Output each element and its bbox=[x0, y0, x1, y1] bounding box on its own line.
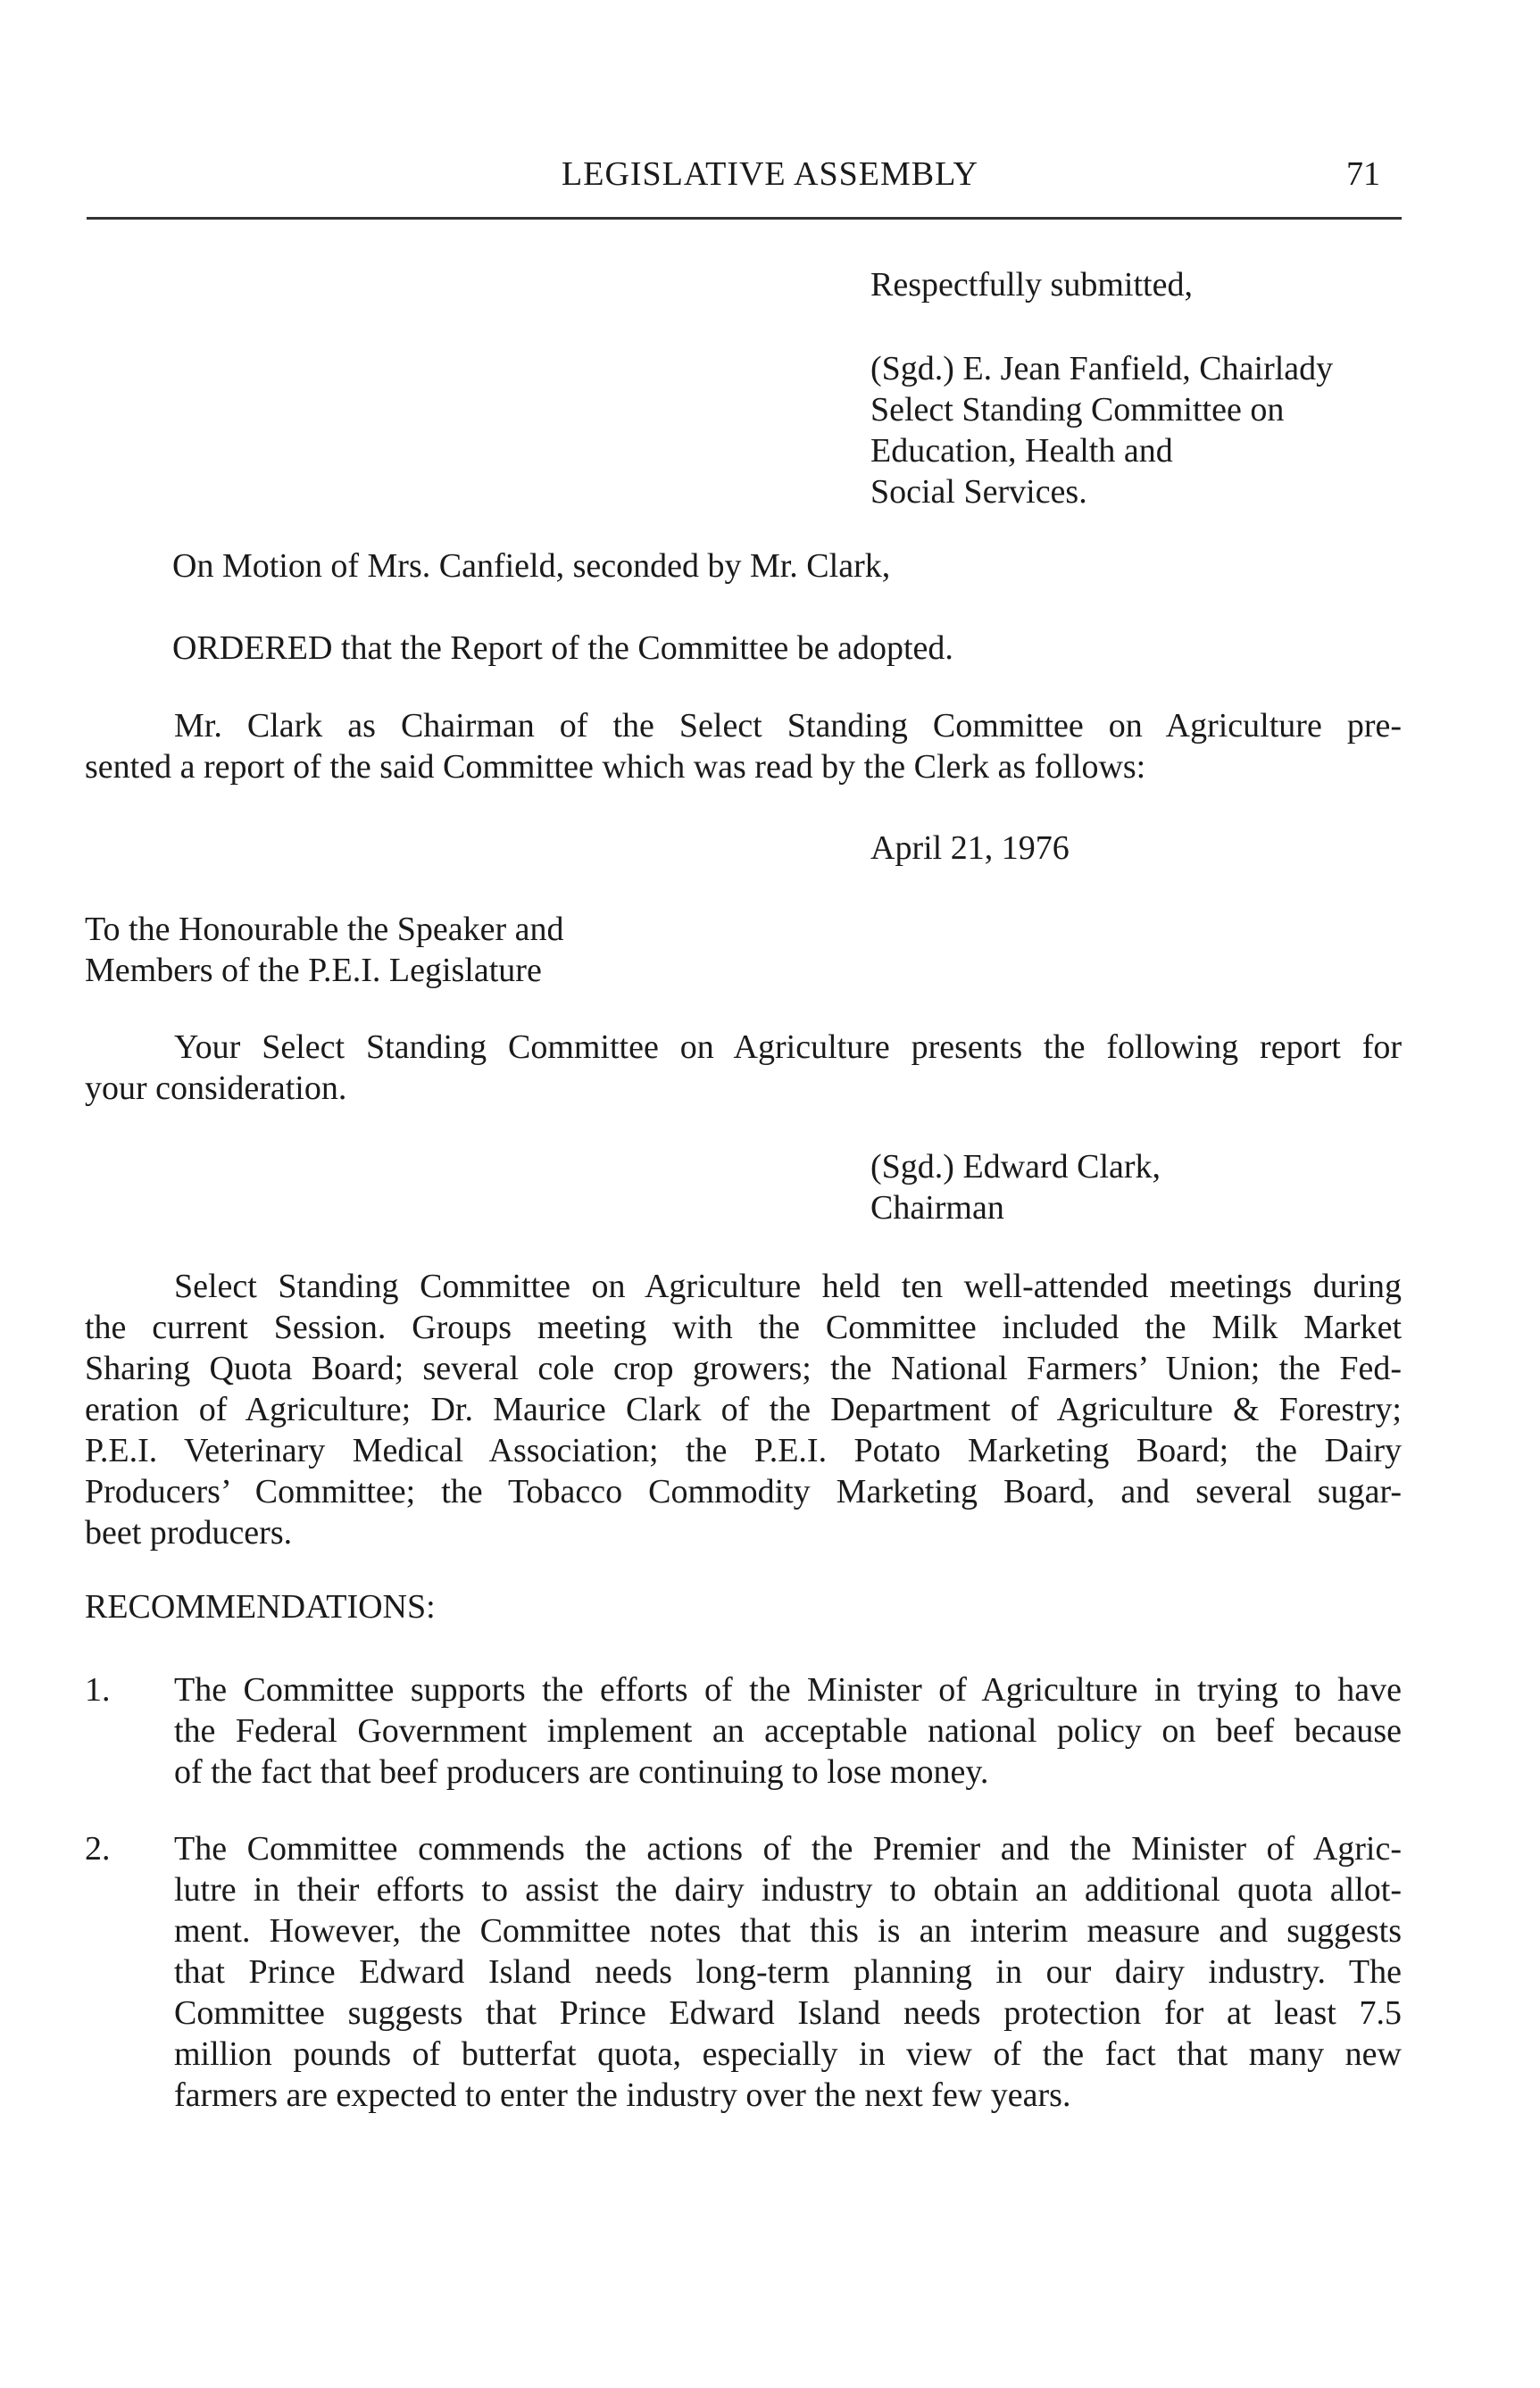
ordered-text: ORDERED that the Report of the Committee be adopted. bbox=[172, 629, 953, 667]
recommendation-body bbox=[174, 1669, 1402, 1793]
recommendations-heading: RECOMMENDATIONS: bbox=[85, 1588, 436, 1626]
closing-respectfully-submitted: Respectfully submitted, bbox=[870, 266, 1193, 304]
header-rule bbox=[87, 217, 1402, 220]
summary-line: beet producers. bbox=[85, 1514, 293, 1552]
recommendation-line: the Federal Government implement an acceptable national policy on beef because bbox=[174, 1712, 1402, 1750]
signature-clark-title: Chairman bbox=[870, 1189, 1004, 1227]
recommendation-body bbox=[174, 1828, 1402, 2116]
running-header-title: LEGISLATIVE ASSEMBLY bbox=[562, 155, 978, 193]
committee-name-line-1: Select Standing Committee on bbox=[870, 391, 1285, 429]
intro-line: Your Select Standing Committee on Agriculture presents the following report for bbox=[174, 1028, 1402, 1066]
recommendation-line: of the fact that beef producers are continuing to lose money. bbox=[174, 1753, 989, 1791]
recommendation-line: ment. However, the Committee notes that this is an interim measure and suggests bbox=[174, 1912, 1402, 1950]
summary-line: Producers’ Committee; the Tobacco Commodity Marketing Board, and several sugar- bbox=[85, 1473, 1402, 1510]
summary-line: P.E.I. Veterinary Medical Association; the P.E.I. Potato Marketing Board; the Dairy bbox=[85, 1432, 1402, 1469]
recommendation-line: The Committee supports the efforts of the Minister of Agriculture in trying to have bbox=[174, 1671, 1402, 1709]
recommendation-line: Committee suggests that Prince Edward Island needs protection for at least 7.5 bbox=[174, 1994, 1402, 2032]
committee-name-line-2: Education, Health and bbox=[870, 432, 1173, 470]
summary-line: Sharing Quota Board; several cole crop growers; the National Farmers’ Union; the Fed- bbox=[85, 1350, 1402, 1387]
presentation-line: sented a report of the said Committee which was read by the Clerk as follows: bbox=[85, 748, 1146, 786]
motion-text: On Motion of Mrs. Canfield, seconded by Mr. Clark, bbox=[172, 547, 891, 585]
signature-fanfield: (Sgd.) E. Jean Fanfield, Chairlady bbox=[870, 350, 1334, 387]
intro-line: your consideration. bbox=[85, 1069, 347, 1107]
recommendation-number: 2. bbox=[85, 1830, 111, 1868]
signature-clark: (Sgd.) Edward Clark, bbox=[870, 1148, 1161, 1186]
recommendation-line: farmers are expected to enter the industry over the next few years. bbox=[174, 2076, 1071, 2114]
address-line-2: Members of the P.E.I. Legislature bbox=[85, 952, 542, 989]
address-line-1: To the Honourable the Speaker and bbox=[85, 911, 564, 948]
page-number: 71 bbox=[1346, 155, 1380, 193]
summary-line: eration of Agriculture; Dr. Maurice Clark of the Department of Agriculture & Forestry; bbox=[85, 1391, 1402, 1428]
report-intro-paragraph bbox=[85, 1027, 1402, 1109]
report-date: April 21, 1976 bbox=[870, 829, 1070, 867]
summary-line: Select Standing Committee on Agriculture held ten well-attended meetings during bbox=[174, 1268, 1402, 1305]
summary-line: the current Session. Groups meeting with the Committee included the Milk Market bbox=[85, 1309, 1402, 1346]
recommendation-number: 1. bbox=[85, 1671, 111, 1709]
summary-paragraph bbox=[85, 1266, 1402, 1553]
recommendation-line: million pounds of butterfat quota, especially in view of the fact that many new bbox=[174, 2035, 1402, 2073]
recommendation-line: The Committee commends the actions of the Premier and the Minister of Agric- bbox=[174, 1830, 1402, 1868]
recommendation-line: that Prince Edward Island needs long-term planning in our dairy industry. The bbox=[174, 1953, 1402, 1991]
committee-name-line-3: Social Services. bbox=[870, 473, 1087, 511]
presentation-line: Mr. Clark as Chairman of the Select Standing Committee on Agriculture pre- bbox=[174, 707, 1402, 745]
recommendation-line: lutre in their efforts to assist the dairy industry to obtain an additional quota allot- bbox=[174, 1871, 1402, 1909]
presentation-paragraph bbox=[85, 705, 1402, 787]
